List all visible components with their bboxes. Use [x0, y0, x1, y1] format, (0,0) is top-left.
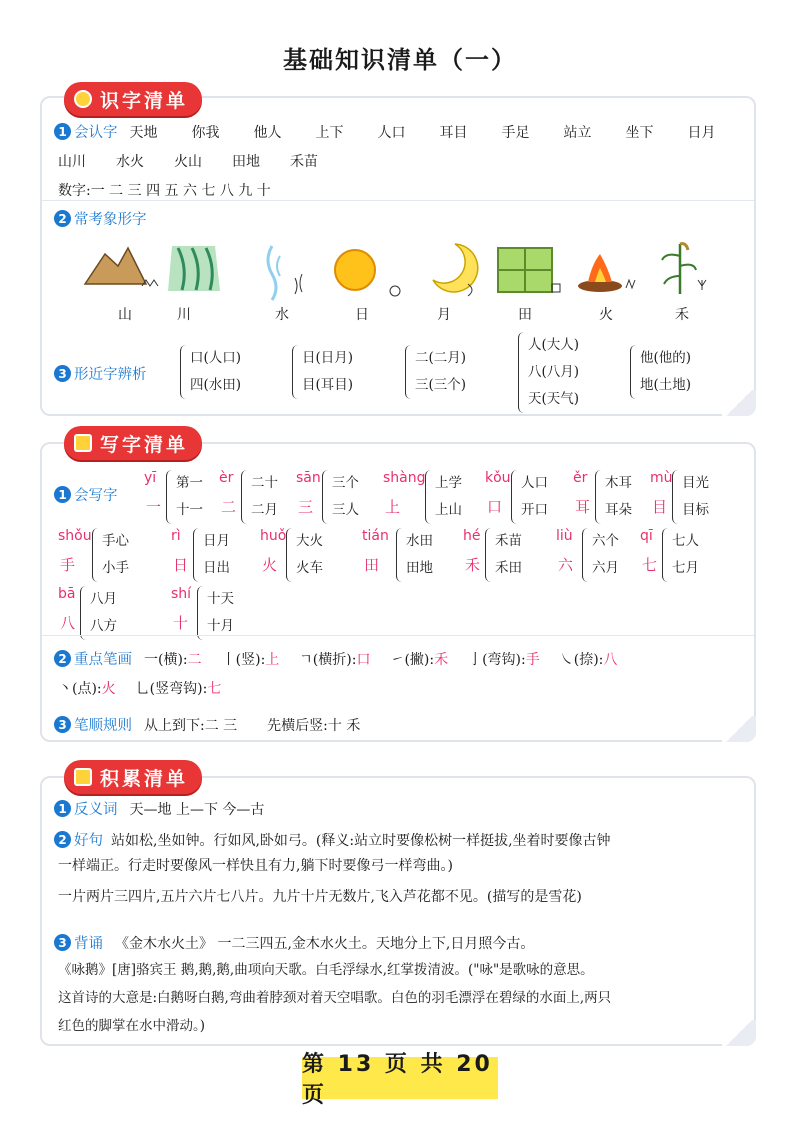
- stroke-item: [560, 649, 618, 669]
- number-3-icon: 3: [54, 716, 71, 733]
- antonym-label: 反义词: [74, 802, 118, 818]
- stroke-name: 乚(竖弯钩):: [135, 681, 208, 697]
- grain-icon: [662, 244, 706, 294]
- similar-group: [405, 345, 466, 399]
- pictograph-heading: [54, 208, 159, 229]
- char-words: [672, 470, 709, 524]
- stroke-list-2: [58, 678, 241, 698]
- pictograph-images: [80, 236, 730, 304]
- pencil-box-icon: [74, 434, 92, 452]
- brace: [322, 470, 330, 524]
- similar-item: 口(人口): [190, 350, 242, 366]
- order-label: 笔顺规则: [74, 718, 132, 734]
- char-red: 田: [364, 556, 380, 574]
- sentence-text-1: 站如松,坐如钟。行如风,卧如弓。(释义:站立时要像松树一样挺拔,坐着时要像古钟: [111, 832, 611, 849]
- char-word: 禾苗: [495, 533, 522, 549]
- stroke-list-1: [144, 649, 637, 669]
- pinyin: liù: [556, 528, 573, 544]
- recognize-words-2: [58, 151, 348, 171]
- stroke-item: [468, 649, 540, 669]
- char-word: 十月: [207, 618, 234, 634]
- pinyin: sān: [296, 470, 321, 486]
- char-words: [582, 528, 619, 582]
- pictograph-label: 水: [275, 307, 289, 323]
- stroke-name: ㇏(捺):: [559, 651, 604, 668]
- recite-label: 背诵: [74, 936, 103, 952]
- section-badge-accumulate: [64, 760, 202, 794]
- brace: [80, 586, 88, 640]
- river-icon: [168, 246, 220, 291]
- pictograph-label: 田: [518, 307, 532, 323]
- char-words: [396, 528, 433, 582]
- char-word: 耳朵: [605, 502, 632, 518]
- numbers-row: 数字:一 二 三 四 五 六 七 八 九 十: [58, 183, 271, 199]
- recognize-label: 会认字: [74, 125, 118, 141]
- char-words: [193, 528, 230, 582]
- page-indicator: 第 13 页 共 20 页: [302, 1057, 498, 1099]
- similar-group: [180, 345, 241, 399]
- char-word: 木耳: [605, 475, 632, 491]
- stroke-name: ㄱ(横折):: [299, 651, 357, 668]
- char-red: 八: [60, 614, 76, 632]
- pinyin: shǒu: [58, 528, 92, 544]
- mountain-icon: [85, 248, 158, 286]
- char-words: [425, 470, 462, 524]
- word-item: 水火: [116, 154, 144, 170]
- similar-group: [518, 332, 579, 413]
- pictograph-label: 禾: [675, 307, 689, 323]
- char-word: 火车: [296, 560, 323, 576]
- word-item: 耳目: [439, 124, 468, 141]
- brace: [197, 586, 205, 640]
- brace: [396, 528, 404, 582]
- number-2-icon: 2: [54, 650, 71, 667]
- divider: [42, 200, 754, 201]
- stroke-item: [58, 678, 116, 698]
- number-1-icon: 1: [54, 123, 71, 140]
- char-word: 日月: [203, 533, 230, 549]
- char-red: 六: [558, 556, 574, 574]
- sentence-row: [54, 829, 611, 850]
- stroke-char: 二: [187, 651, 202, 668]
- char-red: 口: [487, 498, 503, 516]
- brace: [92, 528, 100, 582]
- pinyin: èr: [219, 470, 234, 486]
- char-word: 禾田: [495, 560, 522, 576]
- write-heading: [54, 484, 130, 505]
- pinyin: kǒu: [485, 470, 511, 486]
- order-row: [54, 714, 360, 735]
- char-red: 日: [173, 556, 189, 574]
- word-item: 禾苗: [290, 154, 318, 170]
- badge-label: 积累清单: [100, 767, 189, 790]
- char-words: [241, 470, 278, 524]
- char-red: 一: [146, 498, 162, 516]
- char-word: 田地: [406, 560, 433, 576]
- pictograph-label: 常考象形字: [74, 212, 147, 228]
- antonym-text: 天—地 上—下 今—古: [129, 801, 265, 818]
- stroke-char: 七: [207, 681, 222, 697]
- similar-item: 天(天气): [528, 391, 580, 407]
- poem-text-4: 红色的脚掌在水中滑动。): [58, 1018, 206, 1034]
- pinyin: hé: [463, 528, 481, 544]
- char-red: 十: [173, 614, 189, 632]
- antonym-row: [54, 798, 264, 819]
- similar-item: 人(大人): [528, 337, 580, 353]
- similar-item: 三(三个): [415, 377, 467, 393]
- stroke-name: 丨(竖):: [221, 651, 266, 668]
- pinyin: ěr: [573, 470, 588, 486]
- brace: [485, 528, 493, 582]
- recite-row: [54, 932, 534, 953]
- char-word: 七人: [672, 533, 699, 549]
- poem-text-3: 这首诗的大意是:白鹅呀白鹅,弯曲着脖颈对着天空唱歌。白色的羽毛漂浮在碧绿的水面上,两只: [58, 990, 612, 1006]
- brace: [582, 528, 590, 582]
- word-item: 站立: [563, 124, 592, 141]
- char-word: 开口: [521, 502, 548, 518]
- badge-label: 写字清单: [100, 433, 189, 456]
- section-badge-write: [64, 426, 202, 460]
- sentence-label: 好句: [74, 833, 103, 849]
- stroke-char: 手: [525, 651, 540, 668]
- char-red: 火: [262, 556, 278, 574]
- brace: [405, 345, 413, 399]
- char-words: [286, 528, 323, 582]
- pinyin: yī: [144, 470, 157, 486]
- brace: [511, 470, 519, 524]
- pinyin: shí: [171, 586, 192, 602]
- char-words: [595, 470, 632, 524]
- number-1-icon: 1: [54, 800, 71, 817]
- number-1-icon: 1: [54, 486, 71, 503]
- pictograph-label: 月: [437, 307, 451, 323]
- char-word: 人口: [521, 475, 548, 491]
- word-item: 你我: [191, 124, 220, 141]
- char-word: 三个: [332, 475, 359, 491]
- brace: [286, 528, 294, 582]
- brace: [425, 470, 433, 524]
- char-word: 六个: [592, 533, 619, 549]
- char-word: 八方: [90, 618, 117, 634]
- similar-group: [630, 345, 691, 399]
- divider: [42, 635, 754, 636]
- similar-label: 形近字辨析: [74, 367, 147, 383]
- smile-icon: [74, 768, 92, 786]
- char-word: 日出: [203, 560, 230, 576]
- char-word: 七月: [672, 560, 699, 576]
- char-red: 三: [298, 498, 314, 516]
- number-2-icon: 2: [54, 210, 71, 227]
- word-item: 日月: [687, 124, 716, 141]
- char-words: [80, 586, 117, 640]
- char-words: [511, 470, 548, 524]
- pinyin: qī: [640, 528, 653, 544]
- similar-heading: [54, 363, 159, 384]
- word-item: 手足: [501, 124, 530, 141]
- char-word: 六月: [592, 560, 619, 576]
- pictograph-label: 山: [118, 307, 132, 323]
- char-red: 手: [60, 556, 76, 574]
- poem-text-1: 《金木水火土》 一二三四五,金木水火土。天地分上下,日月照今古。: [115, 935, 535, 952]
- similar-item: 日(日月): [302, 350, 354, 366]
- number-3-icon: 3: [54, 934, 71, 951]
- stroke-label: 重点笔画: [74, 652, 132, 668]
- word-item: 坐下: [625, 124, 654, 141]
- recognize-words-1: [130, 122, 750, 142]
- char-word: 二十: [251, 475, 278, 491]
- brace: [241, 470, 249, 524]
- pinyin: mù: [650, 470, 673, 486]
- brace: [595, 470, 603, 524]
- char-word: 十天: [207, 591, 234, 607]
- poem-text-2: 《咏鹅》[唐]骆宾王 鹅,鹅,鹅,曲项向天歌。白毛浮绿水,红掌拨清波。("咏"是歌咏的意思。: [58, 962, 594, 978]
- char-red: 目: [652, 498, 668, 516]
- char-words: [166, 470, 203, 524]
- stroke-char: 火: [101, 681, 116, 697]
- char-red: 七: [642, 556, 658, 574]
- pictograph-label: 日: [355, 307, 369, 323]
- word-item: 田地: [232, 154, 260, 170]
- stroke-item: [222, 649, 280, 669]
- similar-item: 地(土地): [640, 377, 692, 393]
- char-word: 三人: [332, 502, 359, 518]
- stroke-item: [390, 649, 448, 669]
- char-red: 上: [385, 498, 401, 516]
- stroke-name: 一(横):: [144, 651, 188, 668]
- pinyin: bā: [58, 586, 76, 602]
- moon-icon: [433, 244, 478, 296]
- field-icon: [498, 248, 560, 292]
- section-badge-recognize: [64, 82, 202, 116]
- word-item: 上下: [315, 124, 344, 141]
- brace: [193, 528, 201, 582]
- char-words: [92, 528, 129, 582]
- char-words: [197, 586, 234, 640]
- sentence-text-3: 一片两片三四片,五片六片七八片。九片十片无数片,飞入芦花都不见。(描写的是雪花): [58, 889, 582, 905]
- stroke-row-1: [54, 648, 637, 669]
- char-word: 十一: [176, 502, 203, 518]
- stroke-name: 丶(点):: [58, 681, 102, 697]
- write-label: 会写字: [74, 488, 118, 504]
- similar-group: [292, 345, 353, 399]
- word-item: 他人: [253, 124, 282, 141]
- pinyin: huǒ: [260, 528, 287, 544]
- order-rule-1: 从上到下:二 三: [144, 717, 238, 734]
- stroke-row-2: [58, 678, 241, 698]
- stroke-char: 八: [603, 651, 618, 668]
- fire-icon: [578, 254, 635, 292]
- stroke-char: 禾: [434, 651, 449, 668]
- stroke-item: [299, 649, 370, 669]
- word-item: 火山: [174, 154, 202, 170]
- similar-item: 八(八月): [528, 364, 580, 380]
- sun-icon: [335, 250, 400, 296]
- char-words: [662, 528, 699, 582]
- brace: [166, 470, 174, 524]
- similar-item: 他(他的): [640, 350, 692, 366]
- char-word: 水田: [406, 533, 433, 549]
- char-word: 第一: [176, 475, 203, 491]
- char-word: 大火: [296, 533, 323, 549]
- word-item: 山川: [58, 154, 86, 170]
- stroke-name: 亅(弯钩):: [468, 651, 526, 668]
- char-word: 小手: [102, 560, 129, 576]
- stroke-item: [144, 649, 202, 669]
- pictograph-label: 川: [177, 307, 191, 323]
- char-word: 二月: [251, 502, 278, 518]
- stroke-char: 上: [265, 651, 280, 668]
- pinyin: shàng: [383, 470, 426, 486]
- pictograph-label: 火: [599, 307, 613, 323]
- word-item: 天地: [129, 124, 158, 141]
- sentence-text-2: 一样端正。行走时要像风一样快且有力,躺下时要像弓一样弯曲。): [58, 858, 453, 874]
- stroke-item: [136, 678, 222, 698]
- char-red: 耳: [575, 498, 591, 516]
- word-item: 人口: [377, 124, 406, 141]
- similar-item: 二(二月): [415, 350, 467, 366]
- brace: [180, 345, 188, 399]
- char-word: 目光: [682, 475, 709, 491]
- char-red: 二: [221, 498, 237, 516]
- char-word: 上山: [435, 502, 462, 518]
- char-word: 上学: [435, 475, 462, 491]
- badge-label: 识字清单: [100, 89, 189, 112]
- brace: [292, 345, 300, 399]
- stroke-char: 口: [356, 651, 371, 668]
- recognize-row-1: [54, 121, 750, 142]
- brace: [672, 470, 680, 524]
- brace: [662, 528, 670, 582]
- char-word: 目标: [682, 502, 709, 518]
- recognize-row-2: [58, 151, 348, 171]
- number-2-icon: 2: [54, 831, 71, 848]
- similar-item: 目(耳目): [302, 377, 354, 393]
- page-title: 基础知识清单（一）: [283, 46, 517, 74]
- char-red: 禾: [465, 556, 481, 574]
- stroke-name: ㇀(撇):: [390, 651, 435, 668]
- brace: [630, 345, 638, 399]
- brace: [518, 332, 526, 413]
- char-word: 八月: [90, 591, 117, 607]
- number-3-icon: 3: [54, 365, 71, 382]
- order-rule-2: 先横后竖:十 禾: [267, 717, 361, 734]
- pinyin: tián: [362, 528, 389, 544]
- search-icon: [74, 90, 92, 108]
- char-words: [485, 528, 522, 582]
- char-words: [322, 470, 359, 524]
- water-icon: [268, 246, 302, 300]
- char-word: 手心: [102, 533, 129, 549]
- pinyin: rì: [171, 528, 181, 544]
- similar-item: 四(水田): [190, 377, 242, 393]
